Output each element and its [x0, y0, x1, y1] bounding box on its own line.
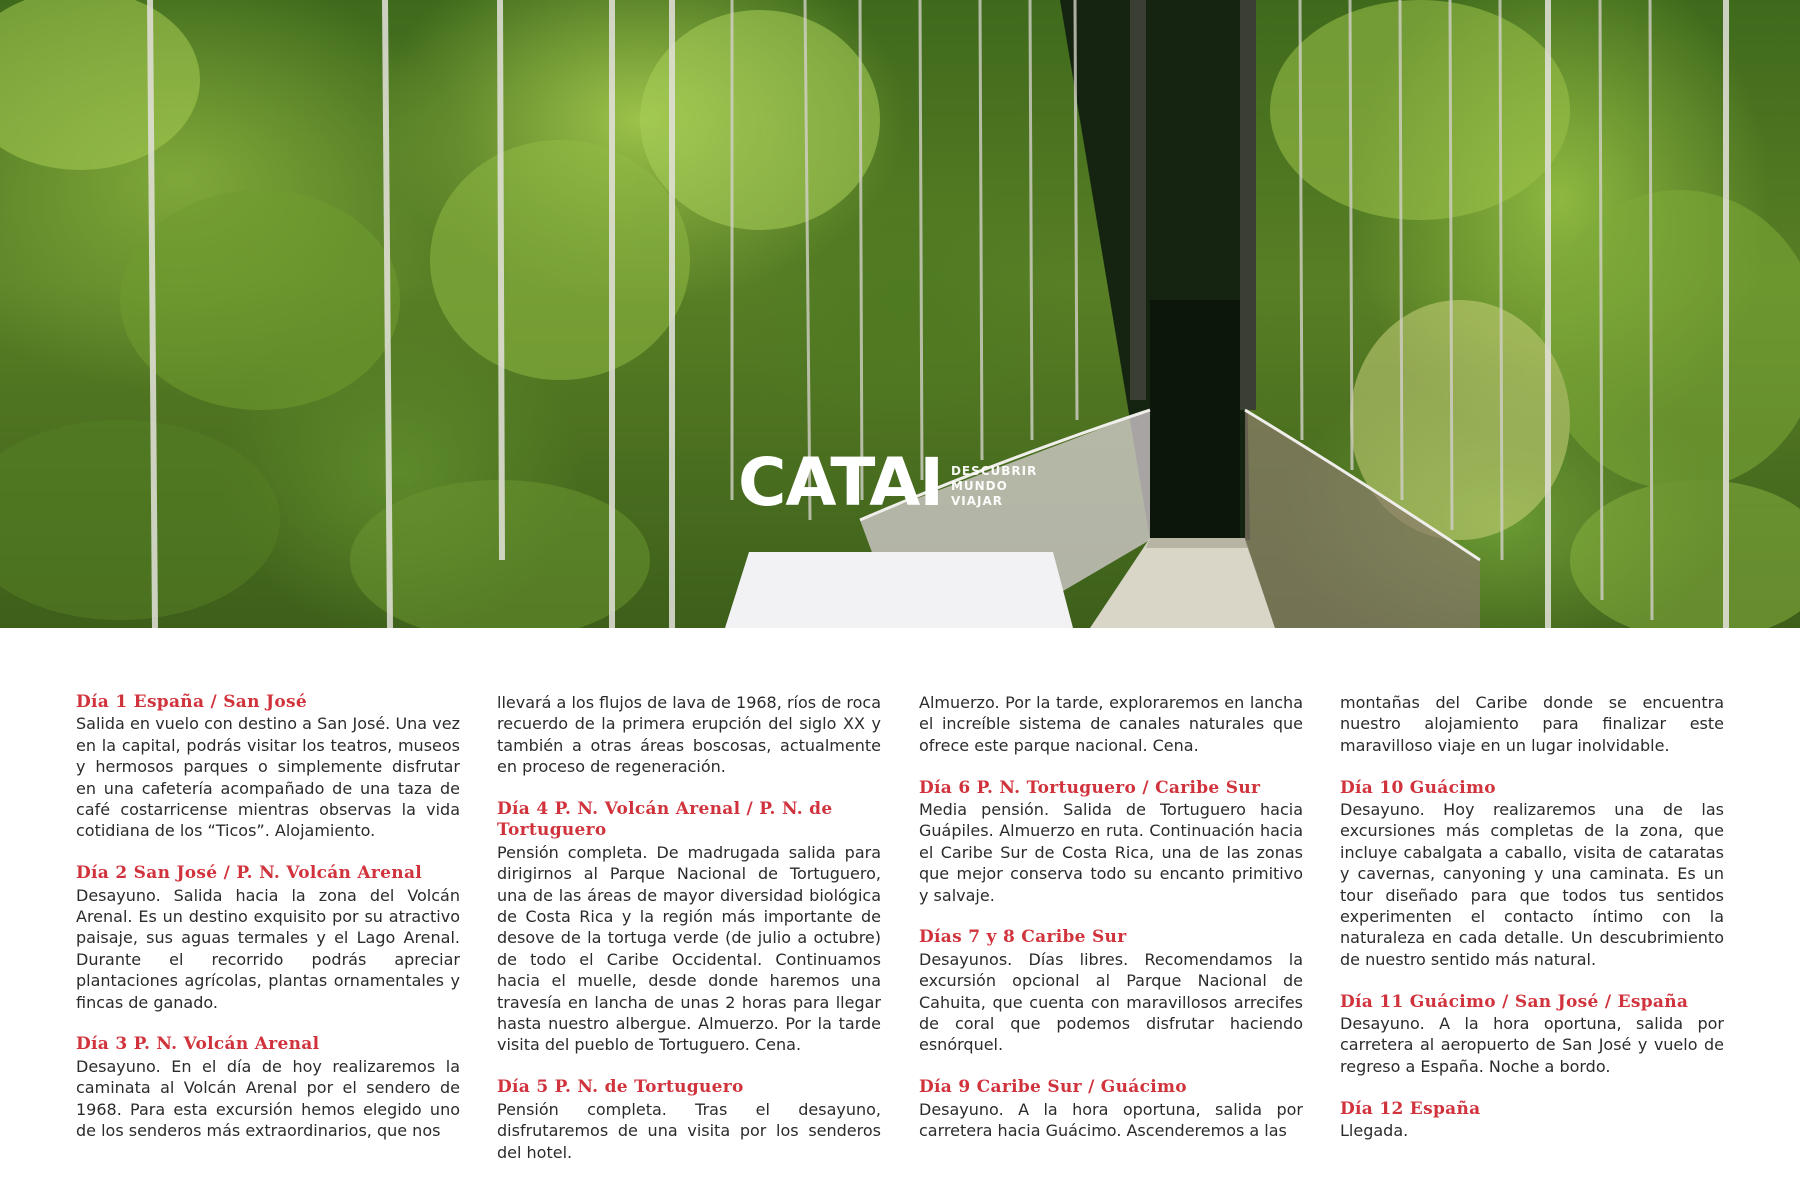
- day-heading: Día 3 P. N. Volcán Arenal: [76, 1034, 320, 1055]
- day-heading: Día 5 P. N. de Tortuguero: [497, 1077, 744, 1098]
- day-description: Salida en vuelo con destino a San José. Una vez en la capital, podrás visitar los teatros, museos y hermosos parques o simplemente disfrutar en una cafetería acompañado de una taza de café costarricense mientras observas la vida cotidiana de los “Ticos”. Alojamiento.: [76, 714, 460, 841]
- day-entry: [76, 692, 460, 842]
- day-description: Desayuno. Hoy realizaremos una de las excursiones más completas de la zona, que incluye cabalgata a caballo, visita de cataratas y cavernas, canyoning y una caminata. Es un tour diseñado para que todos tus sentidos experimenten el contacto íntimo con la naturaleza en cada detalle. Un descubrimiento de nuestro sentido más natural.: [1340, 800, 1724, 969]
- day-heading: Día 9 Caribe Sur / Guácimo: [919, 1077, 1187, 1098]
- day-description: Llegada.: [1340, 1121, 1409, 1141]
- day-entry: [76, 863, 460, 1013]
- itinerary-column: [497, 692, 881, 1184]
- day-entry: [919, 1077, 1303, 1141]
- day-description: Desayunos. Días libres. Recomendamos la excursión opcional al Parque Nacional de Cahuita, que cuenta con maravillosos arrecifes de coral que podemos disfrutar haciendo esnórquel.: [919, 949, 1303, 1055]
- day-description: Pensión completa. De madrugada salida para dirigirnos al Parque Nacional de Tortuguero, una de las áreas de mayor diversidad biológica de Costa Rica y la región más importante de desove de la tortuga verde (de julio a octubre) de todo el Caribe Occidental. Continuamos hacia el muelle, desde donde haremos una travesía en lancha de unas 2 horas para llegar hasta nuestro albergue. Almuerzo. Por la tarde visita del pueblo de Tortuguero. Cena.: [497, 842, 881, 1055]
- day-entry: [497, 1077, 881, 1163]
- day-entry: [919, 927, 1303, 1055]
- day-entry: [497, 799, 881, 1056]
- day-heading: Día 6 P. N. Tortuguero / Caribe Sur: [919, 777, 1261, 798]
- logo-tagline-line: VIAJAR: [950, 493, 1003, 508]
- logo-wordmark: CATAI: [738, 444, 943, 521]
- day-description: montañas del Caribe donde se encuentra nuestro alojamiento para finalizar este maravilloso viaje en un lugar inolvidable.: [1340, 693, 1724, 755]
- day-entry: [497, 692, 881, 778]
- itinerary-column: [76, 692, 460, 1163]
- day-description: Desayuno. Salida hacia la zona del Volcán Arenal. Es un destino exquisito por su atractivo paisaje, sus aguas termales y el Lago Arenal. Durante el recorrido podrás apreciar plantaciones agrícolas, plantas ornamentales y fincas de ganado.: [76, 885, 460, 1012]
- day-description: Desayuno. En el día de hoy realizaremos la caminata al Volcán Arenal por el sendero de 1968. Para esta excursión hemos elegido uno de los senderos más extraordinarios, que nos: [76, 1056, 460, 1141]
- day-entry: [1340, 778, 1724, 971]
- day-description: Almuerzo. Por la tarde, exploraremos en lancha el increíble sistema de canales naturales que ofrece este parque nacional. Cena.: [919, 693, 1303, 755]
- day-entry: [1340, 992, 1724, 1078]
- day-description: llevará a los flujos de lava de 1968, ríos de roca recuerdo de la primera erupción del siglo XX y también a otras áreas boscosas, actualmente en proceso de regeneración.: [497, 693, 881, 777]
- decorative-tab: [725, 552, 1073, 628]
- day-description: Media pensión. Salida de Tortuguero hacia Guápiles. Almuerzo en ruta. Continuación hacia el Caribe Sur de Costa Rica, una de las zonas que mejor conserva todo su encanto primitivo y salvaje.: [919, 800, 1303, 905]
- day-heading: Día 4 P. N. Volcán Arenal / P. N. de Tortuguero: [497, 799, 833, 841]
- day-entry: [1340, 1099, 1724, 1142]
- logo-tagline-line: DESCUBRIR: [950, 463, 1038, 478]
- catai-logo: [738, 444, 1038, 521]
- day-heading: Día 1 España / San José: [76, 692, 307, 712]
- day-heading: Día 10 Guácimo: [1340, 777, 1496, 798]
- day-entry: [919, 692, 1303, 756]
- day-heading: Día 2 San José / P. N. Volcán Arenal: [76, 863, 423, 884]
- day-heading: Día 11 Guácimo / San José / España: [1340, 991, 1689, 1012]
- day-description: Desayuno. A la hora oportuna, salida por carretera al aeropuerto de San José y vuelo de regreso a España. Noche a bordo.: [1340, 1014, 1724, 1076]
- day-entry: [76, 1034, 460, 1141]
- logo-tagline-line: MUNDO: [950, 478, 1008, 493]
- itinerary-column: [1340, 692, 1724, 1163]
- day-heading: Día 12 España: [1340, 1098, 1481, 1119]
- day-entry: [1340, 692, 1724, 756]
- day-description: Pensión completa. Tras el desayuno, disfrutaremos de una visita por los senderos del hotel.: [497, 1099, 881, 1162]
- logo-tagline: [951, 465, 1037, 508]
- day-heading: Días 7 y 8 Caribe Sur: [919, 927, 1127, 948]
- day-entry: [919, 778, 1303, 906]
- day-description: Desayuno. A la hora oportuna, salida por carretera hacia Guácimo. Ascenderemos a las: [919, 1099, 1303, 1141]
- itinerary: [76, 692, 1726, 1172]
- itinerary-column: [919, 692, 1303, 1163]
